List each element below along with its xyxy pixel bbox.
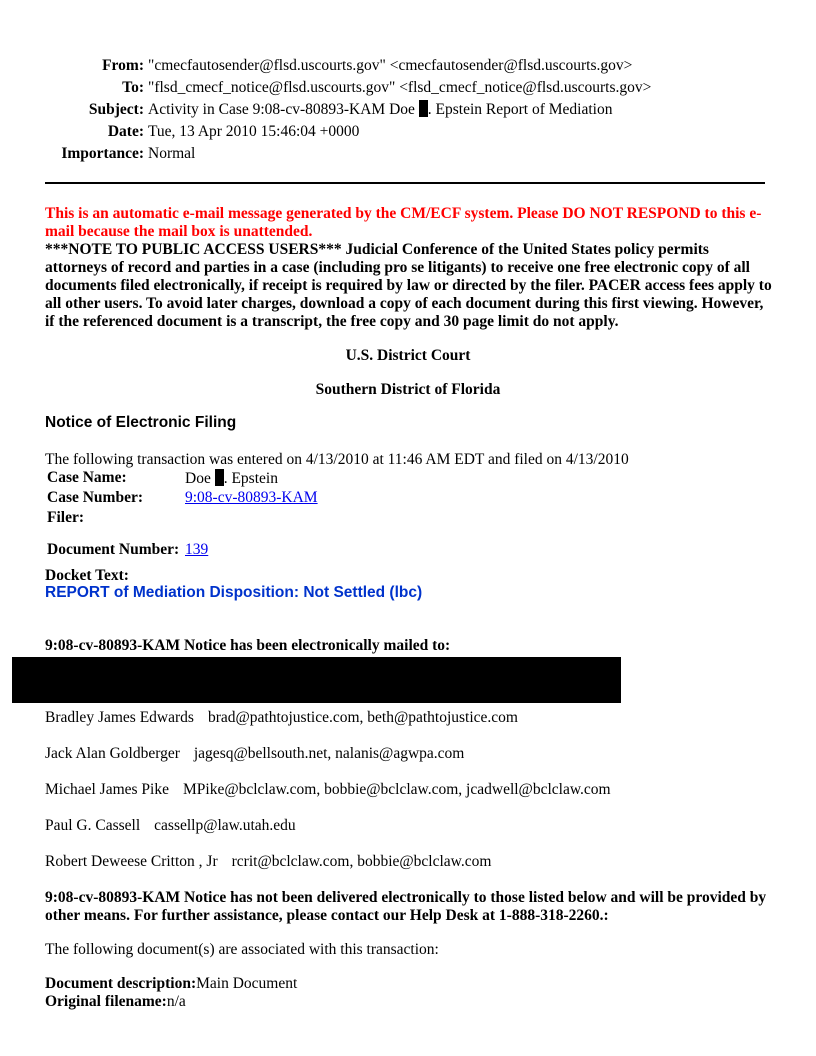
- filer-row: [47, 509, 318, 529]
- public-access-note: ***NOTE TO PUBLIC ACCESS USERS*** Judicial Conference of the United States policy permits attorneys of record and parties in a case (including pro se litigants) to receive one free electronic copy of all documents filed electronically, if receipt is required by law or directed by the filer. PACER access fees apply to all other users. To avoid later charges, download a copy of each document during this first viewing. However, if the referenced document is a transcript, the free copy and 30 page limit do not apply.: [45, 241, 772, 330]
- original-filename-label: Original filename:: [45, 993, 167, 1010]
- redaction-mark: [215, 469, 224, 486]
- from-value: "cmecfautosender@flsd.uscourts.gov" <cmecfautosender@flsd.uscourts.gov>: [148, 57, 633, 74]
- recipient-name: Michael James Pike: [45, 781, 169, 798]
- document-description-row: [45, 975, 297, 993]
- case-name-part2: . Epstein: [223, 470, 278, 487]
- original-filename-value: n/a: [166, 993, 186, 1010]
- importance-value: Normal: [148, 145, 196, 162]
- docket-text: REPORT of Mediation Disposition: Not Settled (lbc): [45, 584, 423, 601]
- recipient-row: [45, 745, 464, 763]
- date-value: Tue, 13 Apr 2010 15:46:04 +0000: [148, 123, 360, 140]
- recipient-emails: rcrit@bclclaw.com, bobbie@bclclaw.com: [231, 853, 492, 870]
- case-number-row: [47, 489, 318, 509]
- document-number-label: Document Number:: [47, 541, 180, 558]
- subject-row: [0, 100, 800, 122]
- recipient-name: Robert Deweese Critton , Jr: [45, 853, 218, 870]
- date-row: [0, 122, 800, 144]
- redaction-block: [12, 657, 621, 703]
- subject-value-part2: . Epstein Report of Mediation: [427, 101, 613, 118]
- recipient-row: [45, 817, 296, 835]
- transaction-line: The following transaction was entered on 4/13/2010 at 11:46 AM EDT and filed on 4/13/2010: [45, 451, 629, 468]
- header-divider: [45, 182, 765, 184]
- document-number-row: [47, 529, 318, 561]
- recipient-name: Jack Alan Goldberger: [45, 745, 180, 762]
- docket-text-label: Docket Text:: [45, 567, 129, 584]
- case-number-label: Case Number:: [47, 489, 143, 506]
- subject-value-part1: Activity in Case 9:08-cv-80893-KAM Doe: [148, 101, 415, 118]
- redaction-mark: [419, 100, 428, 117]
- nef-title: Notice of Electronic Filing: [45, 414, 237, 431]
- to-row: [0, 78, 800, 100]
- court-district: Southern District of Florida: [315, 381, 501, 398]
- case-number-link[interactable]: 9:08-cv-80893-KAM: [185, 489, 318, 506]
- recipient-row: [45, 781, 611, 799]
- recipient-emails: brad@pathtojustice.com, beth@pathtojustice.com: [207, 709, 518, 726]
- not-delivered-notice: 9:08-cv-80893-KAM Notice has not been delivered electronically to those listed below and will be provided by other means. For further assistance, please contact our Help Desk at 1-888-318-2260.:: [45, 889, 767, 924]
- from-label: From:: [102, 57, 144, 74]
- case-name-row: [47, 469, 318, 489]
- recipient-emails: cassellp@law.utah.edu: [154, 817, 296, 834]
- importance-label: Importance:: [61, 145, 144, 162]
- mailed-heading: 9:08-cv-80893-KAM Notice has been electronically mailed to:: [45, 637, 451, 654]
- case-name-part1: Doe: [185, 470, 211, 487]
- auto-message-warning: This is an automatic e-mail message generated by the CM/ECF system. Please DO NOT RESPOND to this e-mail because the mail box is unattended.: [45, 205, 762, 240]
- importance-row: [0, 144, 800, 166]
- document-number-link[interactable]: 139: [185, 541, 209, 558]
- recipient-row: [45, 853, 491, 871]
- document-description-value: Main Document: [196, 975, 298, 992]
- court-name: U.S. District Court: [345, 347, 471, 364]
- from-row: [0, 56, 800, 78]
- associated-docs-line: The following document(s) are associated with this transaction:: [45, 941, 439, 958]
- original-filename-row: [45, 993, 186, 1011]
- recipient-name: Bradley James Edwards: [45, 709, 194, 726]
- to-value: "flsd_cmecf_notice@flsd.uscourts.gov" <flsd_cmecf_notice@flsd.uscourts.gov>: [148, 79, 652, 96]
- case-details: [47, 469, 318, 561]
- filer-value: [185, 509, 318, 529]
- recipient-emails: jagesq@bellsouth.net, nalanis@agwpa.com: [193, 745, 465, 762]
- case-name-value: [185, 469, 318, 489]
- case-name-label: Case Name:: [47, 469, 127, 486]
- to-label: To:: [122, 79, 144, 96]
- recipient-emails: MPike@bclclaw.com, bobbie@bclclaw.com, jcadwell@bclclaw.com: [182, 781, 611, 798]
- subject-label: Subject:: [88, 101, 144, 118]
- recipient-row: [45, 709, 518, 727]
- email-header: [0, 56, 800, 166]
- recipient-name: Paul G. Cassell: [45, 817, 141, 834]
- document-description-label: Document description:: [45, 975, 197, 992]
- filer-label: Filer:: [47, 509, 85, 526]
- date-label: Date:: [107, 123, 144, 140]
